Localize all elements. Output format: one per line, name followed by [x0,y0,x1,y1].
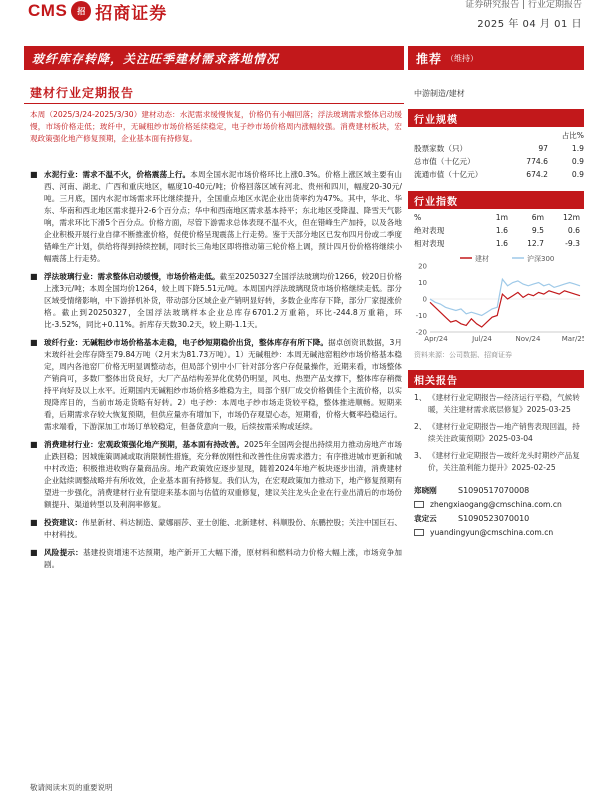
section-item [30,337,402,433]
index-header-1m: 1m [495,213,508,222]
index-row [408,224,584,237]
chart-source: 资料来源：公司数据、招商证券 [414,351,512,359]
scale-pct-header: 占比% [561,131,584,140]
x-tick-label: Nov/24 [515,335,541,343]
index-table [408,211,584,250]
section-heading: 玻纤行业：无碱粗纱市场价格基本走稳，电子纱短期稳价出货，整体库存有所下降。 [44,338,329,347]
x-tick-label: Mar/25 [561,335,584,343]
section-heading: 投资建议： [44,518,83,527]
section-body [44,439,402,511]
related-report-text[interactable]: 《建材行业定期报告—地产销售表现回温，持续关注政策预期》2025-03-04 [428,422,580,443]
index-chart [408,252,584,348]
section-body [44,337,402,433]
related-report-item[interactable] [408,450,584,473]
index-row-value: 9.5 [531,226,544,235]
section-text: 伟星新材、科达制造、蒙娜丽莎、亚士创能、北新建材、科顺股份、东鹏控股；关注中国巨石、中材科技。 [44,518,403,539]
index-row-value: 1.6 [495,239,508,248]
rating-bar [408,46,584,70]
sections-list [30,169,402,577]
report-subtitle: 建材行业定期报告 [30,86,135,100]
index-row-name: 绝对表现 [414,226,445,235]
section-text: 基建投资增速不达预期，地产新开工大幅下滑，原材料和燃料动力价格大幅上涨，市场竞争加剧。 [44,548,402,569]
report-type: 证券研究报告 | 行业定期报告 [465,0,582,10]
scale-row-value: 97 [538,144,548,153]
bullet-icon: ■ [30,170,38,179]
analyst-email[interactable]: yuandingyun@cmschina.com.cn [430,527,554,537]
section-item [30,271,402,331]
scale-row-value: 674.2 [526,170,548,179]
section-item [30,169,402,265]
index-row [408,237,584,250]
related-report-item[interactable] [408,421,584,444]
y-tick-label: 0 [422,295,427,304]
bullet-icon: ■ [30,518,38,527]
x-tick-label: Jul/24 [472,335,492,343]
bullet-icon: ■ [30,440,38,449]
scale-table [408,129,584,181]
x-tick-label: Apr/24 [424,335,448,343]
section-heading: 水泥行业：需求不温不火，价格震荡上行。 [44,170,191,179]
abstract-paragraph: 本周（2025/3/24-2025/3/30）建材动态：水泥需求缓慢恢复，价格仍有小幅回落；浮法玻璃需求整体启动缓慢，市场价格走低；玻纤中，无碱粗纱市场价格延续稳定，电子纱市场价格周内涨幅较强。消费建材板块，宏观政策强化地产修复预期，企业基本面有持修复。 [30,110,402,143]
right-sidebar [408,72,584,539]
analyst-email[interactable]: zhengxiaogang@cmschina.com.cn [430,499,562,509]
section-text: 本周全国水泥市场价格环比上涨0.3%。价格上涨区域主要有山西、河南、湖北、广西和重庆地区，幅度10-40元/吨；价格回落区域有河北、贵州和四川，幅度20-30元/吨。三月底，国内水泥市场需求环比继续提升，全国重点地区水泥企业出货率约为47%。其中，华北、华东、华南和西北地区需求提升2-6个百分点；华中和西南地区需求基本持平；东北地区受降温、降雪天气影响，需求环比下滑5个百分点。价格方面，尽管下游需求总体表现不温不火，但在错峰生产加持，以及各地企业积极开展行业自律不断推涨价格，促使价格呈现震荡上行走势。鉴于天部分地区已发布四月份或二季度错峰生产计划，供给将得到持续控制，同时长三角地区即将推动第三轮价格上调，预计四月份价格将继续小幅震荡上行走势。 [44,170,402,263]
index-section-header: 行业指数 [408,191,584,209]
y-tick-label: 20 [418,262,427,271]
related-report-number: 3、 [414,451,427,460]
page-header [0,0,600,40]
legend-label-series1: 建材 [475,255,489,263]
analyst-row [408,511,584,525]
rating-label: 推荐 [416,51,443,66]
related-report-text[interactable]: 《建材行业定期报告—玻纤龙头时期纱产品复价，关注盈利能力提升》2025-02-25 [428,451,580,472]
related-report-number: 1、 [414,393,427,402]
bullet-icon: ■ [30,548,38,557]
section-body [44,547,402,571]
analyst-email-row [414,525,584,539]
mail-icon [414,501,424,508]
section-item [30,517,402,541]
scale-row-value: 774.6 [526,157,548,166]
analyst-cert: S1090517070008 [458,485,530,495]
company-logo [28,0,167,22]
scale-row-name: 股票家数（只） [414,144,468,153]
section-text: 据卓创资讯数据，3月末玻纤社会库存降至79.84万吨（2月末为81.73万吨）。1）无碱粗纱：本周无碱池窑粗纱市场价格基本稳定，周内各池窑厂价格无明显调整动态，但局部个别中小厂针对部分客户存促量操作，近期来看，市场整体产销尚可，多数厂整体出货良好，大厂产品结构差异化优势仍明显，风电、热塑产品支撑下，整体库存稍微持平向好及以上水平。近期国内无碱粗纱市场价格多维稳为主，局部个别厂成交价格偶佳个主流价格，以实现降库目的，当前市场走货略有好转。2）电子纱：本周电子纱市场走货较平稳，整体推进顺畅。短期来看，后期需求存较大恢复预期，但供应量亦有增加下，市场仍存观望心态，短期看，价格大概率趋稳运行。需求端看，下游深加工市场订单较稳定，但备货意向一般，后续按需采购或延续。 [44,338,402,431]
report-date: 2025 年 04 月 01 日 [477,19,582,30]
section-body [44,517,402,541]
analyst-name: 郑晓刚 [414,485,437,495]
index-header-6m: 6m [531,213,544,222]
index-table-header [408,211,584,224]
related-reports [408,392,584,473]
legend-label-series2: 沪深300 [527,255,555,263]
industry-name: 中游制造/建材 [414,89,465,98]
index-chart-svg [408,252,584,344]
logo-company-name: 招商证券 [95,3,168,24]
scale-row [408,142,584,155]
rating-note: （维持） [446,53,479,63]
mail-icon [414,529,424,536]
scale-row-name: 总市值（十亿元） [414,157,475,166]
scale-row-name: 流通市值（十亿元） [414,170,483,179]
index-row-value: 0.6 [567,226,580,235]
y-tick-label: -10 [415,312,427,320]
analysts-block [408,483,584,539]
section-heading: 风险提示： [44,548,83,557]
related-report-number: 2、 [414,422,427,431]
analyst-email-row [414,497,584,511]
scale-row [408,168,584,181]
subtitle-divider [24,103,404,104]
bullet-icon: ■ [30,338,38,347]
section-text: 2025年全国两会提出持续用力推动房地产市场止跌回稳；因城施策调减或取消限制性措施，充分释放刚性和改善性住房需求潜力；有序推进城市更新和城中村改造；积极推进收购存量商品房。地产政策效应逐步显现，随着2024年地产板块逐步出清，消费建材企业陆续调整战略并有所收效，企业基本面有持修复。我们认为，在宏观政策加力推动下，地产修复预期有望进一步强化，消费建材行业有望迎来基本面与估值的双重修复，建议关注龙头企业在行业出清后的市场份额提升、渠道转型以及利润率修复。 [44,440,402,509]
index-header-pct: % [414,213,422,222]
index-row-value: 12.7 [527,239,544,248]
related-section-header: 相关报告 [408,370,584,388]
index-header-12m: 12m [562,213,580,222]
index-row-value: -9.3 [565,239,580,248]
analyst-cert: S1090523070010 [458,513,530,523]
scale-section-header: 行业规模 [408,109,584,127]
logo-text: CMS [28,1,68,20]
section-heading: 浮法玻璃行业：需求整体启动缓慢，市场价格走低。 [44,272,220,281]
logo-badge-icon: 招 [71,1,91,21]
section-heading: 消费建材行业：宏观政策强化地产预期，基本面有持改善。 [44,440,245,449]
y-tick-label: 10 [418,279,427,287]
y-tick-label: -20 [415,328,427,337]
section-body [44,169,402,265]
report-meta [465,0,582,30]
related-report-text[interactable]: 《建材行业定期报告—经济运行平稳，气候转暖，关注建材需求底层修复》2025-03-25 [428,393,580,414]
related-report-item[interactable] [408,392,584,415]
analyst-row [408,483,584,497]
scale-row-pct: 0.9 [571,170,584,179]
section-item [30,439,402,511]
section-body [44,271,402,331]
scale-table-header [408,129,584,142]
bullet-icon: ■ [30,272,38,281]
footer-note: 敬请阅读末页的重要说明 [30,783,113,792]
section-item [30,547,402,571]
analyst-name: 袁定云 [414,513,437,523]
index-row-value: 1.6 [495,226,508,235]
index-row-name: 相对表现 [414,239,445,248]
report-title: 玻纤库存转降，关注旺季建材需求落地情况 [24,46,404,70]
scale-row-pct: 0.9 [571,157,584,166]
section-text: 截至20250327全国浮法玻璃均价1266，较20日价格上涨3元/吨；本周全国均价1264，较上周下降5.51元/吨。本周国内浮法玻璃现货市场价格继续走低。部分区域受情绪影响，中下游择机补货，带动部分区域企业产销明显好转，多数企业库存下降，部分厂家提涨价格。截止到20250327，全国浮法玻璃样本企业总库存6701.2万重箱，环比-244.8万重箱，环比-3.52%，同比+0.11%。折库存天数30.2天，较上期-1.1天。 [44,272,402,329]
scale-row [408,155,584,168]
scale-row-pct: 1.9 [571,144,584,153]
